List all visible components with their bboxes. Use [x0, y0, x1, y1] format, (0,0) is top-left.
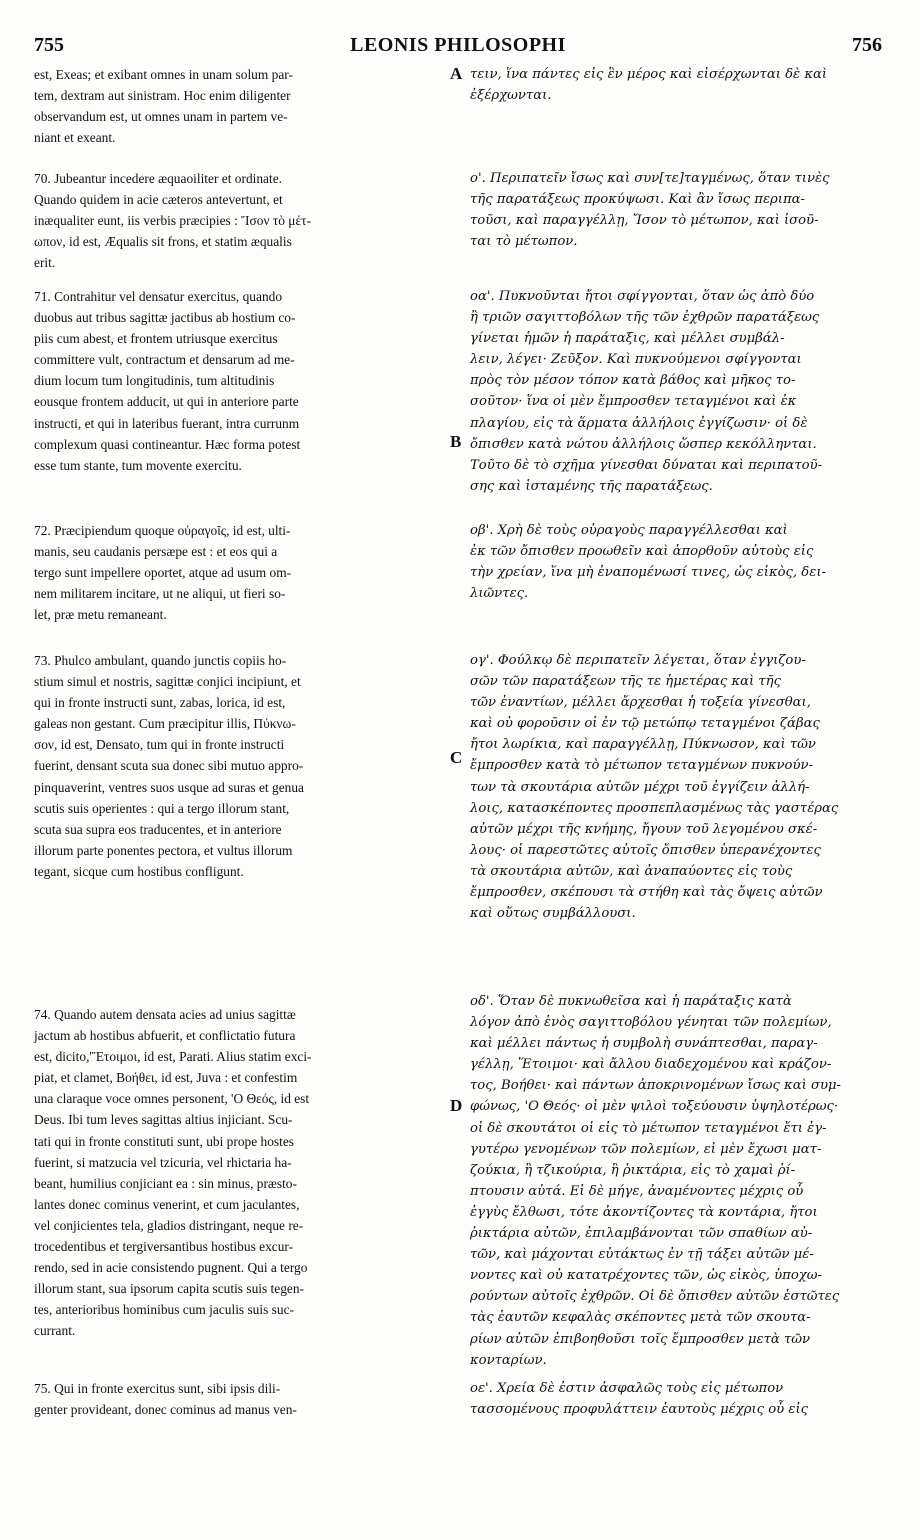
margin-letter-d: D: [450, 1096, 463, 1115]
running-title: LEONIS PHILOSOPHI: [350, 34, 566, 56]
latin-paragraph-75: 75. Qui in fronte exercitus sunt, sibi ipsis dili- genter provideant, donec cominus ad manus ven-: [34, 1381, 297, 1418]
latin-paragraph-continued: est, Exeas; et exibant omnes in unam solum par- tem, dextram aut sinistram. Hoc enim diligenter observandum est, ut omnes unam in partem ve- niant et exeant.: [34, 67, 293, 146]
latin-paragraph-73: 73. Phulco ambulant, quando junctis copiis ho- stium simul et nostris, sagittæ conjici incipiunt, et qui in fronte instructi sunt, zabas, lorica, id est, galeas non gestant. Cum præcipitur illis, Πύκνω- σον, id est, Densato, tum qui in fronte instructi fuerint, densant scuta sua donec sibi mutuo appro- pinquaverint, ventres suos usque ad suras et genua scutis suis operientes : qui a tergo illorum stant, scuta sua supra eos traducentes, et in anteriore illorum parte ponentes pectora, et vultus illorum tegant, sicque cum hostibus confligunt.: [34, 653, 304, 879]
margin-letter-a: A: [450, 64, 463, 83]
greek-paragraph-72: οβ'. Χρὴ δὲ τοὺς οὐραγοὺς παραγγέλλεσθαι καὶ ἐκ τῶν ὄπισθεν προωθεῖν καὶ ἀπορθοῦν αὐτοὺς εἰς τὴν χρείαν, ἵνα μὴ ἐναπομένωσί τινες, ὡς εἰκὸς, δει- λιῶντες.: [470, 523, 826, 602]
greek-paragraph-70: ο'. Περιπατεῖν ἴσως καὶ συν[τε]ταγμένως, ὅταν τινὲς τῆς παρατάξεως προκύψωσι. Καὶ ἂν ἴσως περιπα- τοῦσι, καὶ παραγγέλλῃ, Ἴσον τὸ μέτωπον, καὶ ἰσοῦ- ται τὸ μέτωπον.: [470, 171, 830, 250]
greek-paragraph-73: ογ'. Φούλκῳ δὲ περιπατεῖν λέγεται, ὅταν ἐγγιζου- σῶν τῶν παρατάξεων τῆς τε ἡμετέρας καὶ τῆς τῶν ἐναντίων, μέλλει ἄρχεσθαι ἡ τοξεία γίνεσθαι, καὶ οὐ φοροῦσιν οἱ ἐν τῷ μετώπῳ τεταγμένοι ζάβας ἤτοι λωρίκια, καὶ παραγγέλλῃ, Πύκνωσον, καὶ τῶν ἔμπροσθεν κατὰ τὸ μέτωπον τεταγμένων πυκνούν- των τὰ σκουτάρια αὐτῶν μέχρι τοῦ ἐγγίζειν ἀλλή- λοις, κατασκέποντες προσπεπλασμένως τὰς γαστέρας αὐτῶν μέχρι τῆς κνήμης, ἤγουν τοῦ λεγομένου σκέ- λους· οἱ παρεστῶτες αὐτοῖς ὄπισθεν ὑπερανέχοντες τὰ σκουτάρια αὐτῶν, καὶ ἀναπαύοντες εἰς τοὺς ἔμπροσθεν, σκέπουσι τὰ στήθη καὶ τὰς ὄψεις αὐτῶν καὶ οὕτως συμβάλλουσι.: [470, 653, 839, 922]
page-number-right: 756: [852, 34, 882, 56]
margin-letter-b: B: [450, 432, 462, 451]
latin-paragraph-70: 70. Jubeantur incedere æquaoiliter et ordinate. Quando quidem in acie cæteros antevertunt, et inæqualiter eunt, iis verbis præcipies : Ἴσον τὸ μέτ- ωπον, id est, Æqualis sit frons, et statim æqualis erit.: [34, 171, 311, 271]
page-number-left: 755: [34, 34, 64, 56]
margin-letter-c: C: [450, 748, 463, 767]
greek-paragraph-75: οε'. Χρεία δὲ ἐστιν ἀσφαλῶς τοὺς εἰς μέτωπον τασσομένους προφυλάττειν ἑαυτοὺς μέχρις οὗ εἰς: [470, 1381, 809, 1418]
latin-paragraph-72: 72. Præcipiendum quoque οὐραγοῖς, id est, ulti- manis, seu caudanis persæpe est : et eos qui a tergo sunt impellere oportet, atque ad usum om- nem militarem incitare, ut ne aliqui, ut fieri so- let, præ metu remaneant.: [34, 523, 292, 623]
greek-paragraph-74: οδ'. Ὅταν δὲ πυκνωθεῖσα καὶ ἡ παράταξις κατὰ λόγον ἀπὸ ἑνὸς σαγιττοβόλου γένηται τῶν πολεμίων, καὶ μέλλει πάντως ἡ συμβολὴ συνάπτεσθαι, παραγ- γέλλῃ, Ἕτοιμοι· καὶ ἄλλου διαδεχομένου καὶ κράζον- τος, Βοήθει· καὶ πάντων ἀποκρινομένων ἴσως καὶ συμ- φώνως, 'Ο Θεός· οἱ μὲν ψιλοὶ τοξεύουσιν ὑψηλοτέρως· οἱ δὲ σκουτάτοι οἱ εἰς τὸ μέτωπον τεταγμένοι ἔτι ἐγ- γυτέρω γενομένων τῶν πολεμίων, εἰ μὲν ἔχωσι ματ- ζούκια, ἢ τζικούρια, ἢ ῥικτάρια, εἰς τὸ χαμαὶ ῥί- πτουσιν αὐτά. Εἰ δὲ μήγε, ἀναμένοντες μέχρις οὗ ἐγγὺς ἔλθωσι, τότε ἀκοντίζοντες τὰ κοντάρια, ἤτοι ῥικτάρια αὐτῶν, ἐπιλαμβάνονται τῶν σπαθίων αὐ- τῶν, καὶ μάχονται εὐτάκτως ἐν τῇ τάξει αὐτῶν μέ- νοντες καὶ οὐ κατατρέχοντες τῶν, ὡς εἰκὸς, ὑποχω- ρούντων αὐτοῖς ἐχθρῶν. Οἱ δὲ ὄπισθεν αὐτῶν ἑστῶτες τὰς ἑαυτῶν κεφαλὰς σκέποντες μετὰ τῶν σκουτα- ρίων αὐτῶν ἐπιβοηθοῦσι τοῖς ἔμπροσθεν μετὰ τῶν κονταρίων.: [470, 994, 842, 1368]
latin-paragraph-74: 74. Quando autem densata acies ad unius sagittæ jactum ab hostibus abfuerit, et conflictatio futura est, dicito,'Ἕτοιμοι, id est, Parati. Alius statim exci- piat, et clamet, Βοήθει, id est, Juva : et confestim una claraque voce omnes personent, 'Ο Θεός, id est Deus. Ibi tum leves sagittas altius injiciant. Scu- tati qui in fronte constituti sunt, ubi prope hostes fuerint, si matzucia vel tzicuria, vel rhictaria ha- beant, humilius conjiciant ea : sin minus, præsto- lantes donec cominus venerint, et cum jaculantes, vel conjicientes tela, gladios distringant, neque re- trocedentibus et tergiversantibus hostibus excur- rendo, sed in acie consistendo pugnent. Qui a tergo illorum stant, sua ipsorum capita scutis suis tegen- tes, anterioribus hominibus cum jaculis suis suc- currant.: [34, 1007, 312, 1339]
page-header: [34, 34, 882, 64]
greek-paragraph-71: οα'. Πυκνοῦνται ἤτοι σφίγγονται, ὅταν ὡς ἀπὸ δύο ἢ τριῶν σαγιττοβόλων τῆς τῶν ἐχθρῶν παρατάξεως γίνεται ἡμῶν ἡ παράταξις, καὶ μέλλει συμβάλ- λειν, λέγει· Ζεῦξον. Καὶ πυκνούμενοι σφίγγονται πρὸς τὸν μέσον τόπον κατὰ βάθος καὶ μῆκος το- σοῦτον· ἵνα οἱ μὲν ἔμπροσθεν τεταγμένοι καὶ ἐκ πλαγίου, εἰς τὰ ἅρματα ἀλλήλοις ἐγγίζωσιν· οἱ δὲ ὄπισθεν κατὰ νώτου ἀλλήλοις ὥσπερ κεκόλληνται. Τοῦτο δὲ τὸ σχῆμα γίνεσθαι δύναται καὶ περιπατοῦ- σης καὶ ἱσταμένης τῆς παρατάξεως.: [470, 289, 823, 494]
greek-paragraph-continued: τειν, ἵνα πάντες εἰς ἓν μέρος καὶ εἰσέρχωνται δὲ καὶ ἐξέρχωνται.: [470, 67, 828, 104]
latin-paragraph-71: 71. Contrahitur vel densatur exercitus, quando duobus aut tribus sagittæ jactibus ab hostium co- piis cum abest, et frontem utriusque exercitus committere vult, contractum et densarum ad me- dium locum tum longitudinis, tum altitudinis eousque frontem adducit, ut qui in anteriore parte instructi, et qui in lateribus fuerant, intra currunm complexum quasi contineantur. Hæc forma potest esse tum stante, tum movente exercitu.: [34, 289, 301, 473]
